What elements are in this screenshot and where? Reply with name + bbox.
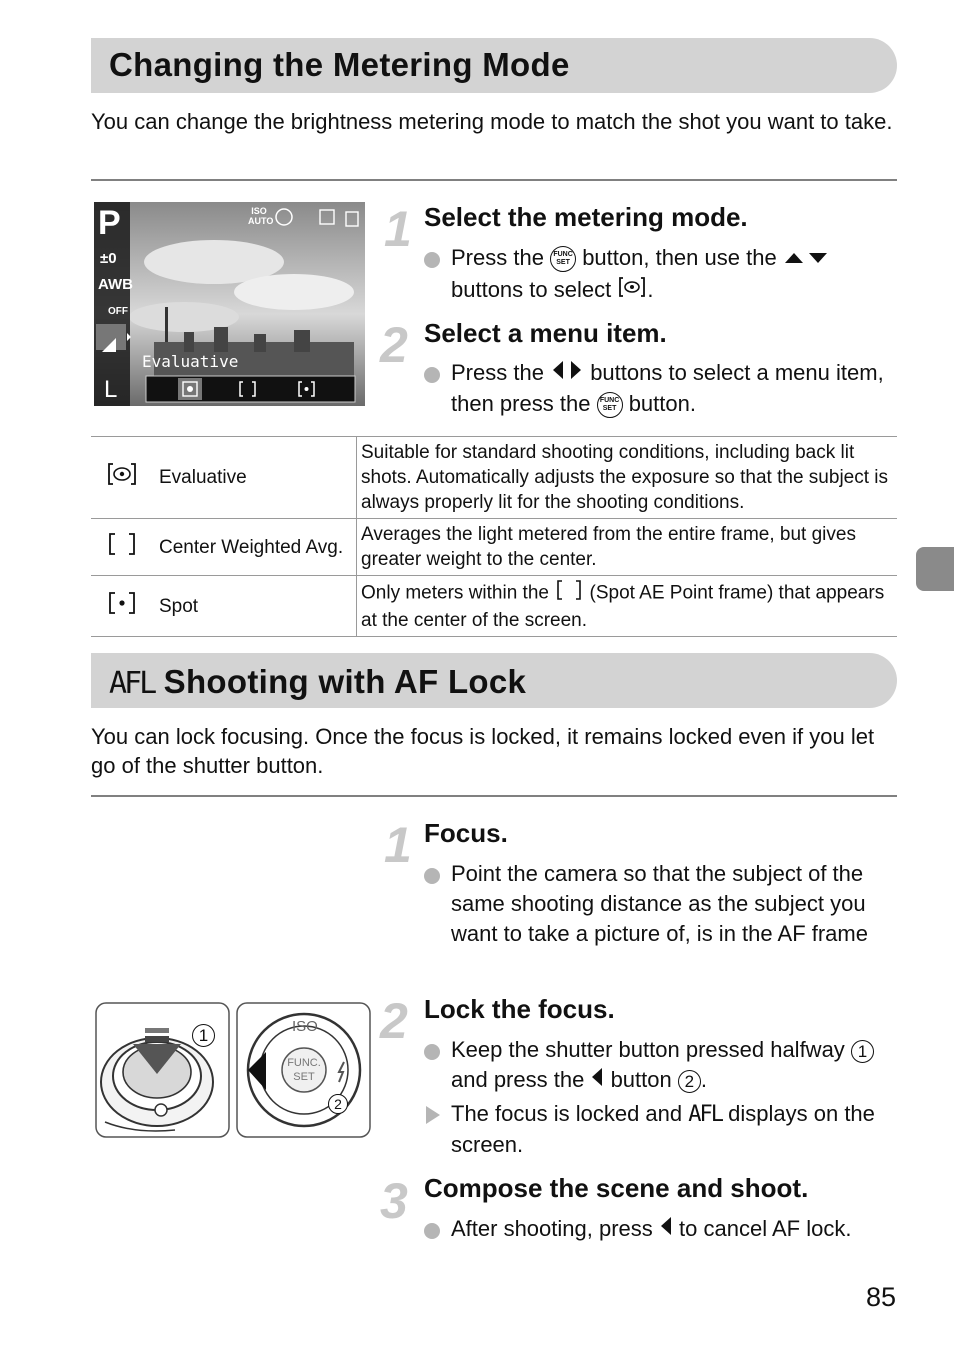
evaluative-metering-icon (106, 460, 138, 495)
step-heading: Lock the focus. (424, 994, 615, 1024)
table-cell-name: Center Weighted Avg. (153, 519, 357, 576)
divider (91, 179, 897, 181)
evaluative-metering-icon (617, 274, 647, 308)
step-result: The focus is locked and AFL displays on the screen. (424, 1099, 894, 1161)
step-number: 2 (380, 993, 408, 1049)
bullet-dot (424, 1044, 440, 1060)
lcd-exposure: ±0 (100, 250, 117, 267)
section-intro: You can lock focusing. Once the focus is locked, it remains locked even if you let go of the shutter button. (91, 724, 875, 778)
iso-dial-label: ISO (292, 1018, 318, 1035)
step-heading: Select a menu item. (424, 318, 667, 348)
step-number: 1 (384, 201, 412, 257)
center-weighted-metering-icon (106, 530, 138, 565)
step-heading: Focus. (424, 818, 508, 848)
lcd-white-balance: AWB (98, 276, 133, 293)
section-title: Shooting with AF Lock (163, 663, 527, 700)
step-heading: Compose the scene and shoot. (424, 1173, 809, 1203)
table-cell-description: Suitable for standard shooting conditions, including back lit shots. Automatically adjusts the exposure so that the subject is always properly lit for the shooting conditions. (357, 437, 898, 519)
divider (91, 795, 897, 797)
spot-metering-icon (106, 589, 138, 624)
result-arrow-icon (426, 1106, 440, 1124)
step-marker-2: 2 (678, 1070, 701, 1093)
section-banner (91, 653, 897, 708)
step-number: 1 (384, 817, 412, 873)
func-set-button-icon: FUNC SET (597, 392, 623, 418)
func-set-button-icon: FUNC SET (550, 246, 576, 272)
bullet-dot (424, 367, 440, 383)
left-arrow-icon (590, 1066, 604, 1096)
shutter-button-illustration (95, 1002, 230, 1138)
lcd-mode: P (98, 204, 121, 242)
svg-text:SET: SET (293, 1071, 315, 1083)
step-number: 2 (380, 317, 408, 373)
table-cell-description: Averages the light metered from the entire frame, but gives greater weight to the center. (357, 519, 898, 576)
camera-lcd-screen (94, 202, 365, 406)
table-row (91, 576, 897, 637)
chapter-side-tab (916, 547, 954, 591)
step-bullet: Press the FUNC SET button, then use the buttons to select . (424, 243, 894, 305)
up-down-arrows-icon (783, 244, 831, 274)
section-intro: You can change the brightness metering mode to match the shot you want to take. (91, 109, 893, 134)
bullet-dot (424, 252, 440, 268)
control-dial-illustration (236, 1002, 371, 1138)
step-marker-1: 1 (851, 1040, 874, 1063)
table-row (91, 519, 897, 576)
lcd-flash: OFF (108, 306, 128, 317)
step-bullet: Keep the shutter button pressed halfway 1 and press the button 2 . (424, 1035, 894, 1097)
step-bullet: Point the camera so that the subject of the same shooting distance as the subject you want to take a picture of, is in the AF frame (424, 859, 894, 981)
left-right-arrows-icon (550, 359, 584, 389)
step-marker-1: 1 (192, 1024, 215, 1047)
af-lock-icon: AFL (688, 1102, 723, 1127)
page-number: 85 (866, 1282, 897, 1312)
af-lock-icon: AFL (109, 666, 155, 701)
svg-text:FUNC.: FUNC. (287, 1057, 321, 1069)
left-arrow-icon (659, 1215, 673, 1245)
table-row (91, 437, 897, 519)
table-cell-description: Only meters within the (Spot AE Point frame) that appears at the center of the screen. (357, 576, 898, 637)
lcd-image-size: L (104, 376, 118, 403)
lcd-iso: ISO AUTO (248, 206, 274, 226)
table-cell-name: Evaluative (153, 437, 357, 519)
spot-ae-point-frame-icon (554, 579, 584, 608)
step-marker-2: 2 (328, 1094, 348, 1114)
section-title: Changing the Metering Mode (109, 46, 570, 83)
bullet-dot (424, 868, 440, 884)
step-heading: Select the metering mode. (424, 202, 748, 232)
bullet-dot (424, 1223, 440, 1239)
table-cell-name: Spot (153, 576, 357, 637)
step-number: 3 (380, 1173, 408, 1229)
section-banner (91, 38, 897, 93)
step-bullet: Press the buttons to select a menu item, then press the FUNC SET button. (424, 358, 894, 420)
lcd-selected-label: Evaluative (142, 352, 239, 371)
metering-mode-table (91, 436, 897, 637)
step-bullet: After shooting, press to cancel AF lock. (424, 1214, 894, 1246)
